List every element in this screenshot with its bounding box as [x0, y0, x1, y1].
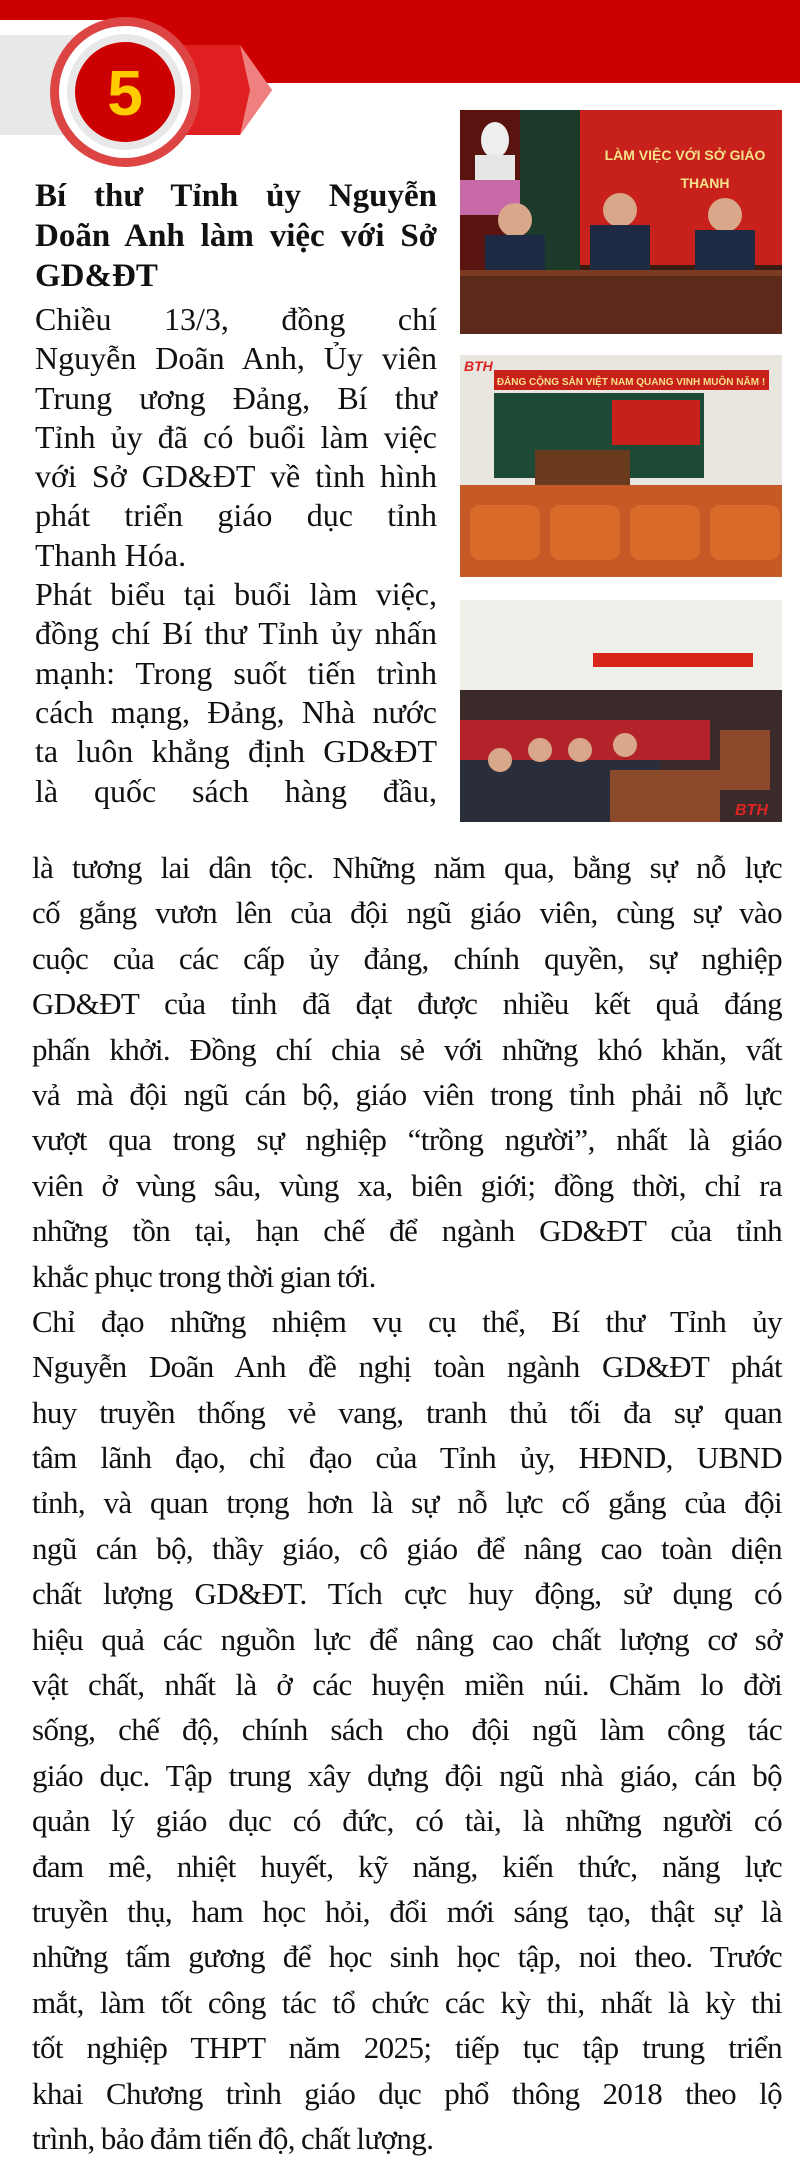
title-line: Doãn Anh làm việc với Sở [35, 218, 437, 254]
text-line: phấn khởi. Đồng chí chia sẻ với những khó khăn, vất [32, 1031, 782, 1067]
text-line: chất lượng GD&ĐT. Tích cực huy động, sử dụng có [32, 1576, 782, 1612]
text-line: vượt qua trong sự nghiệp “trồng người”, nhất là giáo [32, 1122, 782, 1158]
photo-meeting-audience [460, 600, 782, 822]
text-line: khắc phục trong thời gian tới. [32, 1258, 376, 1294]
text-line: vật chất, nhất là ở các huyện miền núi. Chăm lo đời [32, 1667, 782, 1703]
svg-text:BTH: BTH [735, 802, 768, 819]
section-number: 5 [107, 57, 143, 129]
text-line: viên ở vùng sâu, vùng xa, biên giới; đồng thời, chỉ ra [32, 1167, 782, 1203]
text-line: đồng chí Bí thư Tỉnh ủy nhấn [35, 615, 437, 652]
text-line: Chiều 13/3, đồng chí [35, 301, 437, 337]
article-title [35, 176, 437, 296]
text-line: là quốc sách hàng đầu, [35, 772, 437, 809]
text-line: cuộc của các cấp ủy đảng, chính quyền, sự nghiệp [32, 940, 782, 976]
text-line: là tương lai dân tộc. Những năm qua, bằng sự nỗ lực [32, 850, 782, 885]
text-line: đam mê, nhiệt huyết, kỹ năng, kiến thức, năng lực [32, 1848, 782, 1884]
text-line: sống, chế độ, chính sách cho đội ngũ làm công tác [32, 1712, 782, 1748]
photo-meeting-head-table [460, 110, 782, 334]
text-line: GD&ĐT của tỉnh đã đạt được nhiều kết quả đáng [32, 986, 782, 1022]
text-line: quản lý giáo dục có đức, có tài, là những người có [32, 1803, 782, 1839]
text-line: huy truyền thống vẻ vang, tranh thủ tối đa sự quan [32, 1394, 782, 1430]
text-line: giáo dục. Tập trung xây dựng đội ngũ nhà giáo, cán bộ [32, 1757, 782, 1793]
text-line: Nguyễn Doãn Anh, Ủy viên [35, 340, 437, 377]
text-line: ngũ cán bộ, thầy giáo, cô giáo để nâng cao toàn diện [32, 1530, 782, 1566]
text-line: ta luôn khẳng định GD&ĐT [35, 733, 437, 770]
text-line: vả mà đội ngũ cán bộ, giáo viên trong tỉnh phải nỗ lực [32, 1076, 782, 1112]
text-line: tốt nghiệp THPT năm 2025; tiếp tục tập trung triển [32, 2030, 782, 2066]
photo-meeting-hall-speaker [460, 355, 782, 577]
text-line: cố gắng vươn lên của đội ngũ giáo viên, cùng sự vào [32, 895, 782, 931]
svg-text:LÀM VIỆC VỚI SỞ GIÁO: LÀM VIỆC VỚI SỞ GIÁO [604, 147, 766, 163]
text-line: Tỉnh ủy đã có buổi làm việc [35, 418, 437, 455]
text-line: Chỉ đạo những nhiệm vụ cụ thể, Bí thư Tỉnh ủy [32, 1303, 782, 1339]
svg-text:ĐẢNG CỘNG SẢN VIỆT NAM QUANG V: ĐẢNG CỘNG SẢN VIỆT NAM QUANG VINH MUÔN NĂM ! [496, 377, 766, 388]
text-line: với Sở GD&ĐT về tình hình [35, 458, 437, 495]
text-line: Nguyễn Doãn Anh đề nghị toàn ngành GD&ĐT phát [32, 1349, 782, 1385]
article-body-main [32, 845, 782, 2161]
text-line: mắt, làm tốt công tác tổ chức các kỳ thi, nhất là kỳ thi [32, 1984, 782, 2020]
text-line: tỉnh, và quan trọng hơn là sự nỗ lực cố gắng của đội [32, 1485, 782, 1521]
title-line: GD&ĐT [35, 258, 158, 294]
text-line: truyền thụ, ham học hỏi, đổi mới sáng tạo, thật sự là [32, 1893, 782, 1929]
text-line: khai Chương trình giáo dục phổ thông 2018 theo lộ [32, 2075, 782, 2111]
article-body-intro [35, 300, 437, 811]
text-line: cách mạng, Đảng, Nhà nước [35, 693, 437, 730]
svg-text:BTH: BTH [464, 358, 493, 374]
text-line: những tồn tại, hạn chế để ngành GD&ĐT của tỉnh [32, 1213, 782, 1249]
text-line: những tấm gương để học sinh học tập, noi theo. Trước [32, 1939, 782, 1975]
text-line: Phát biểu tại buổi làm việc, [35, 576, 437, 613]
text-line: hiệu quả các nguồn lực để nâng cao chất lượng cơ sở [32, 1621, 782, 1657]
text-line: Thanh Hóa. [35, 536, 187, 573]
text-line: trình, bảo đảm tiến độ, chất lượng. [32, 2120, 434, 2156]
title-line: Bí thư Tỉnh ủy Nguyễn [35, 178, 437, 214]
text-line: tâm lãnh đạo, chỉ đạo của Tỉnh ủy, HĐND, UBND [32, 1440, 782, 1476]
text-line: phát triển giáo dục tỉnh [35, 497, 437, 534]
text-line: mạnh: Trong suốt tiến trình [35, 654, 437, 691]
svg-text:THANH: THANH [680, 175, 730, 191]
text-line: Trung ương Đảng, Bí thư [35, 379, 437, 416]
